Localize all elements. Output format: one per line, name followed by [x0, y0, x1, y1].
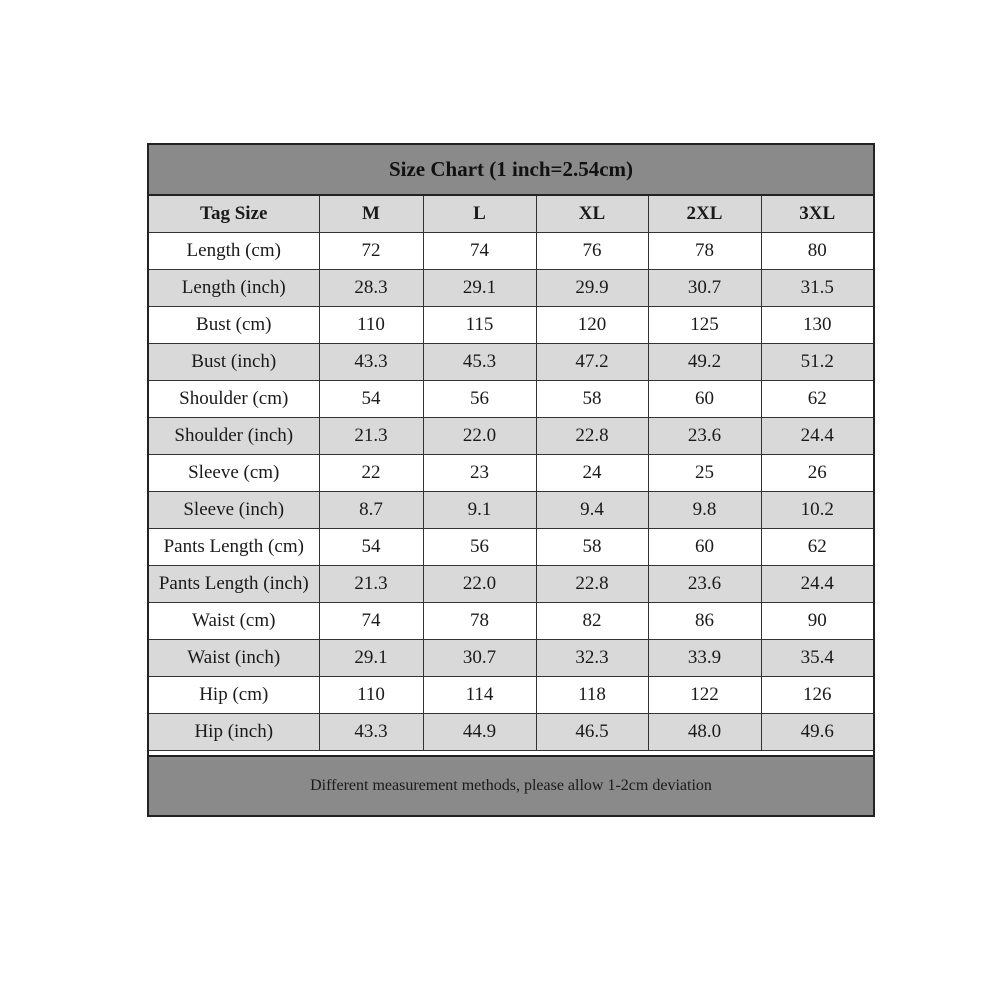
- row-label: Waist (inch): [149, 640, 319, 677]
- size-chart: [147, 143, 875, 817]
- header-tag-size: Tag Size: [149, 196, 319, 233]
- table-cell: 110: [319, 677, 423, 714]
- table-cell: 60: [648, 381, 761, 418]
- row-label: Hip (inch): [149, 714, 319, 751]
- table-cell: 47.2: [536, 344, 648, 381]
- table-cell: 48.0: [648, 714, 761, 751]
- table-cell: 22.0: [423, 418, 536, 455]
- table-cell: 130: [761, 307, 873, 344]
- table-cell: 74: [423, 233, 536, 270]
- table-cell: 56: [423, 529, 536, 566]
- table-row: [149, 714, 873, 751]
- table-cell: 45.3: [423, 344, 536, 381]
- row-label: Length (cm): [149, 233, 319, 270]
- table-cell: 26: [761, 455, 873, 492]
- table-cell: 23: [423, 455, 536, 492]
- row-label: Waist (cm): [149, 603, 319, 640]
- table-cell: 54: [319, 381, 423, 418]
- table-cell: 22.8: [536, 418, 648, 455]
- table-cell: 9.4: [536, 492, 648, 529]
- table-cell: 76: [536, 233, 648, 270]
- table-cell: 23.6: [648, 566, 761, 603]
- table-cell: 8.7: [319, 492, 423, 529]
- row-label: Bust (cm): [149, 307, 319, 344]
- table-cell: 35.4: [761, 640, 873, 677]
- row-label: Bust (inch): [149, 344, 319, 381]
- table-cell: 21.3: [319, 566, 423, 603]
- table-cell: 49.6: [761, 714, 873, 751]
- table-cell: 118: [536, 677, 648, 714]
- table-row: [149, 344, 873, 381]
- size-table: [149, 196, 873, 751]
- table-cell: 33.9: [648, 640, 761, 677]
- table-cell: 22: [319, 455, 423, 492]
- table-cell: 30.7: [648, 270, 761, 307]
- table-cell: 46.5: [536, 714, 648, 751]
- table-row: [149, 529, 873, 566]
- table-cell: 10.2: [761, 492, 873, 529]
- table-cell: 23.6: [648, 418, 761, 455]
- table-row: [149, 677, 873, 714]
- table-cell: 86: [648, 603, 761, 640]
- table-cell: 22.0: [423, 566, 536, 603]
- header-row: [149, 196, 873, 233]
- chart-title: Size Chart (1 inch=2.54cm): [149, 145, 873, 196]
- table-cell: 9.1: [423, 492, 536, 529]
- table-cell: 56: [423, 381, 536, 418]
- table-cell: 30.7: [423, 640, 536, 677]
- table-cell: 44.9: [423, 714, 536, 751]
- table-cell: 51.2: [761, 344, 873, 381]
- table-cell: 58: [536, 381, 648, 418]
- table-cell: 31.5: [761, 270, 873, 307]
- table-row: [149, 566, 873, 603]
- table-row: [149, 307, 873, 344]
- table-row: [149, 381, 873, 418]
- table-cell: 25: [648, 455, 761, 492]
- row-label: Shoulder (cm): [149, 381, 319, 418]
- table-cell: 24.4: [761, 418, 873, 455]
- table-cell: 32.3: [536, 640, 648, 677]
- table-cell: 62: [761, 529, 873, 566]
- footer-note: Different measurement methods, please allow 1-2cm deviation: [149, 755, 873, 815]
- table-cell: 29.9: [536, 270, 648, 307]
- table-row: [149, 270, 873, 307]
- table-cell: 29.1: [319, 640, 423, 677]
- table-body: [149, 233, 873, 751]
- table-cell: 24.4: [761, 566, 873, 603]
- table-row: [149, 233, 873, 270]
- table-cell: 126: [761, 677, 873, 714]
- table-cell: 49.2: [648, 344, 761, 381]
- table-cell: 58: [536, 529, 648, 566]
- table-cell: 80: [761, 233, 873, 270]
- row-label: Sleeve (inch): [149, 492, 319, 529]
- table-cell: 114: [423, 677, 536, 714]
- header-size: L: [423, 196, 536, 233]
- header-size: XL: [536, 196, 648, 233]
- table-cell: 110: [319, 307, 423, 344]
- row-label: Pants Length (inch): [149, 566, 319, 603]
- header-size: M: [319, 196, 423, 233]
- table-cell: 82: [536, 603, 648, 640]
- table-cell: 90: [761, 603, 873, 640]
- table-cell: 78: [423, 603, 536, 640]
- row-label: Pants Length (cm): [149, 529, 319, 566]
- table-cell: 24: [536, 455, 648, 492]
- row-label: Shoulder (inch): [149, 418, 319, 455]
- table-cell: 43.3: [319, 344, 423, 381]
- row-label: Hip (cm): [149, 677, 319, 714]
- table-row: [149, 603, 873, 640]
- table-row: [149, 492, 873, 529]
- table-cell: 28.3: [319, 270, 423, 307]
- table-cell: 74: [319, 603, 423, 640]
- table-cell: 43.3: [319, 714, 423, 751]
- table-cell: 120: [536, 307, 648, 344]
- table-cell: 22.8: [536, 566, 648, 603]
- table-cell: 54: [319, 529, 423, 566]
- table-row: [149, 640, 873, 677]
- table-cell: 125: [648, 307, 761, 344]
- table-cell: 122: [648, 677, 761, 714]
- table-cell: 115: [423, 307, 536, 344]
- table-cell: 29.1: [423, 270, 536, 307]
- table-row: [149, 455, 873, 492]
- header-size: 3XL: [761, 196, 873, 233]
- row-label: Length (inch): [149, 270, 319, 307]
- table-cell: 60: [648, 529, 761, 566]
- header-size: 2XL: [648, 196, 761, 233]
- table-cell: 78: [648, 233, 761, 270]
- table-cell: 72: [319, 233, 423, 270]
- table-cell: 21.3: [319, 418, 423, 455]
- row-label: Sleeve (cm): [149, 455, 319, 492]
- table-cell: 9.8: [648, 492, 761, 529]
- table-row: [149, 418, 873, 455]
- table-cell: 62: [761, 381, 873, 418]
